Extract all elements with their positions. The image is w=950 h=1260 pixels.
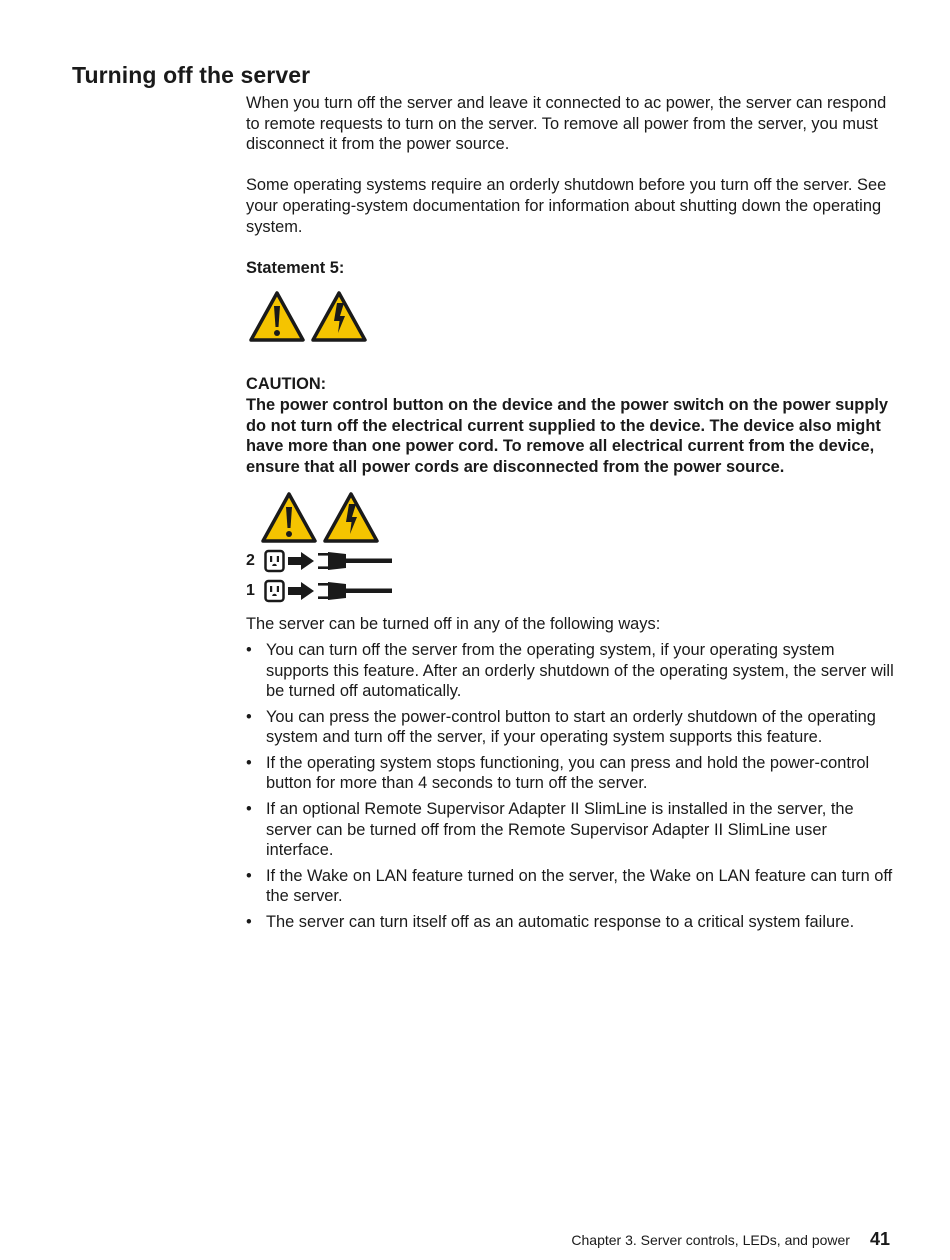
list-item [246,707,896,748]
cord-number: 1 [246,582,255,600]
caution-label: CAUTION: [246,375,327,394]
bullet-marker: • [246,753,252,772]
warning-exclamation-icon [248,290,306,344]
arrow-right-icon [288,552,314,570]
statement-label: Statement 5: [246,258,345,277]
electrical-hazard-icon [322,491,380,545]
bullet-marker: • [246,800,252,819]
ways-intro: The server can be turned off in any of the following ways: [246,615,661,634]
paragraph-orderly-shutdown: Some operating systems require an orderly shutdown before you turn off the server. See your operating-system documentation for information about shutting down the operating system. [246,176,887,236]
power-plug-icon [318,552,392,570]
list-item [246,866,896,907]
list-item [246,912,896,933]
paragraph-remote-power: When you turn off the server and leave it connected to ac power, the server can respond to remote requests to turn on the server. To remove all power from the server, you must disconnect it from the power source. [246,94,887,154]
list-item-text: You can press the power-control button to start an orderly shutdown of the operating system and turn off the server, if your operating system supports this feature. [266,707,876,747]
caution-text: The power control button on the device and the power switch on the power supply do not turn off the electrical current supplied to the device. The device also might have more than one power cord. To remove all electrical current from the device, ensure that all power cords are disconnected from the power source. [246,395,889,476]
bullet-marker: • [246,707,252,726]
electrical-hazard-icon [310,290,368,344]
power-cord-disconnect-icon [264,548,394,574]
bullet-marker: • [246,866,252,885]
cord-number: 2 [246,552,255,570]
power-outlet-icon [266,551,284,571]
page-footer [571,1229,890,1250]
power-plug-icon [318,582,392,600]
page-number: 41 [869,1229,890,1249]
list-item [246,799,896,861]
footer-chapter: Chapter 3. Server controls, LEDs, and power [571,1232,850,1248]
main-content [246,93,896,938]
power-cord-disconnect-icon [264,578,394,604]
bullet-marker: • [246,913,252,932]
power-outlet-icon [266,581,284,601]
arrow-right-icon [288,582,314,600]
list-item-text: If the Wake on LAN feature turned on the server, the Wake on LAN feature can turn off the server. [266,866,893,906]
list-item-text: If an optional Remote Supervisor Adapter II SlimLine is installed in the server, the server can be turned off from the Remote Supervisor Adapter II SlimLine user interface. [266,800,854,860]
warning-exclamation-icon [260,491,318,545]
caution-icons [260,491,896,545]
ways-list [246,640,896,933]
page-title: Turning off the server [72,62,311,88]
list-item [246,640,896,702]
bullet-marker: • [246,640,252,659]
statement-icons [248,290,896,344]
power-cord-row-1 [246,578,896,604]
power-cord-row-2 [246,548,896,574]
list-item-text: If the operating system stops functioning, you can press and hold the power-control button for more than 4 seconds to turn off the server. [266,753,870,793]
list-item-text: The server can turn itself off as an automatic response to a critical system failure. [266,913,855,932]
list-item-text: You can turn off the server from the operating system, if your operating system supports this feature. After an orderly shutdown of the operating system, the server will be turned off automatically. [266,640,894,701]
list-item [246,753,896,794]
